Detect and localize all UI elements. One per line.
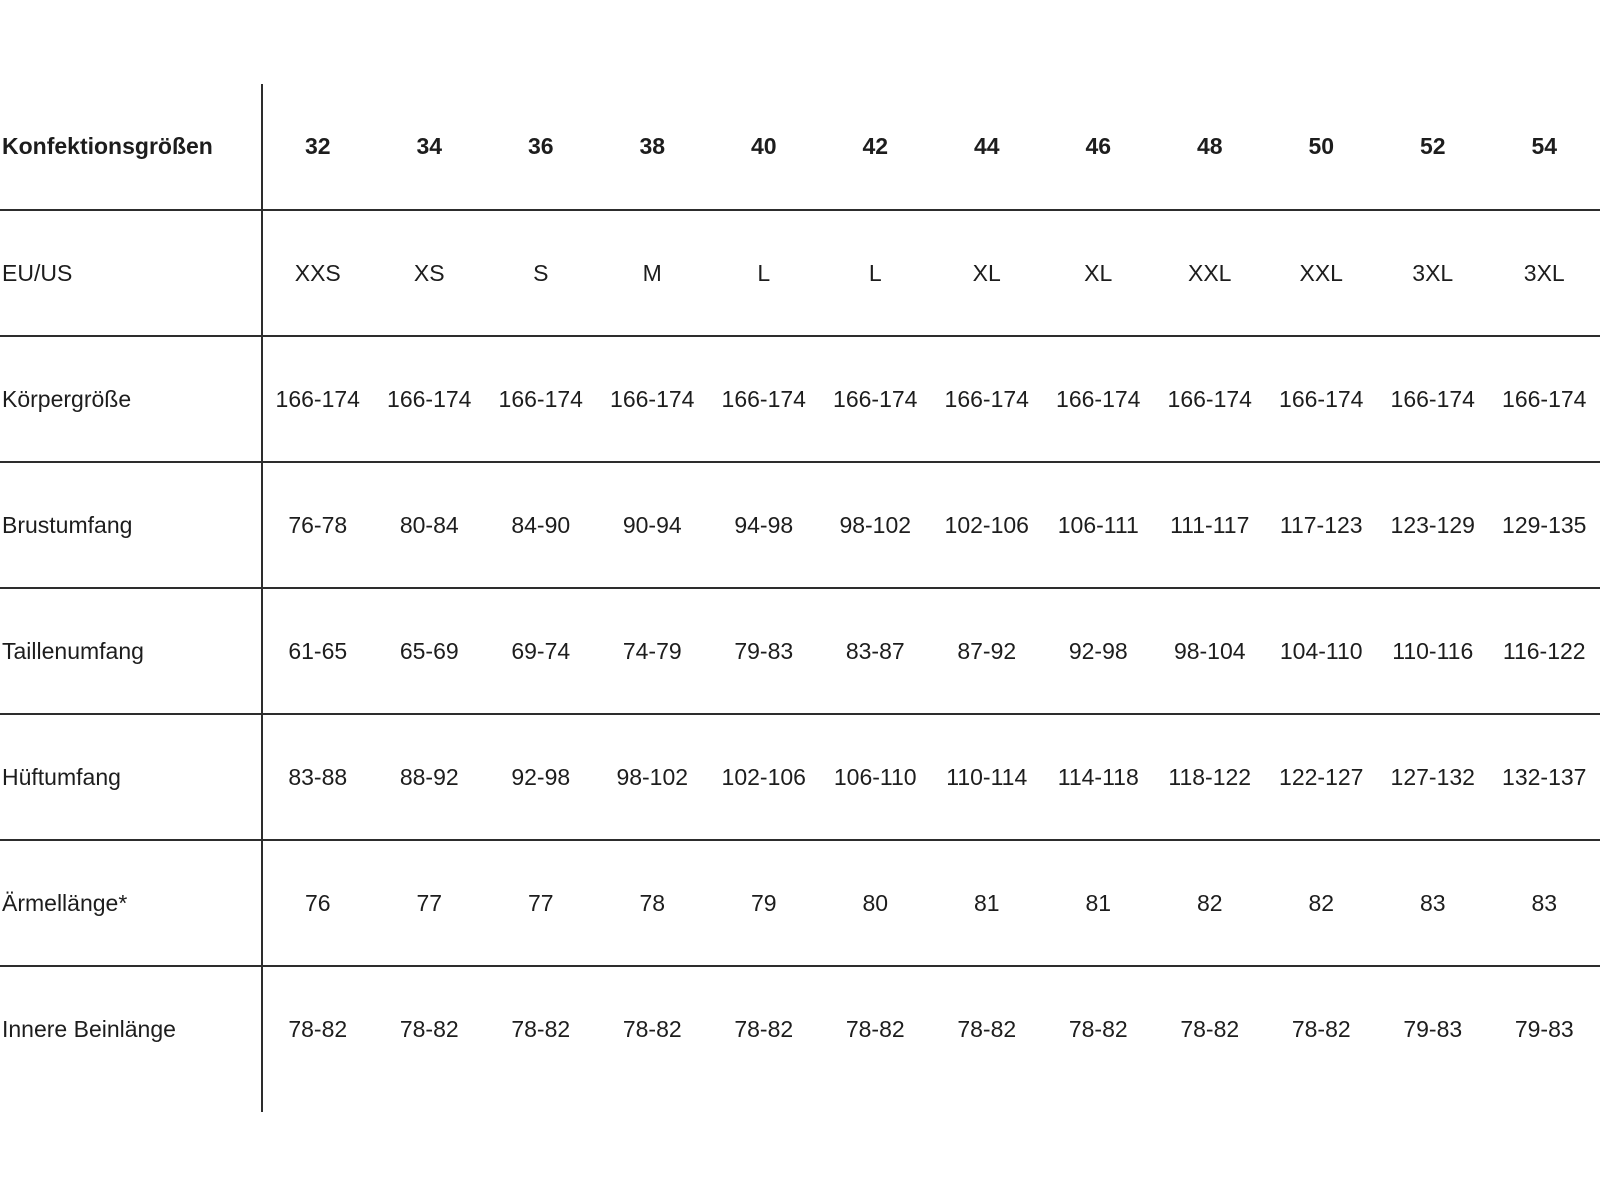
- value-cell: 78-82: [1068, 1016, 1128, 1042]
- value-cell: 98-102: [820, 462, 932, 588]
- value-cell: 78-82: [622, 1016, 682, 1042]
- value-cell: 83-88: [262, 714, 374, 840]
- size-header-cell: 36: [485, 84, 597, 210]
- value-cell: 166-174: [931, 336, 1043, 462]
- value-cell: 166-174: [262, 336, 374, 462]
- size-header-cell: 50: [1266, 84, 1378, 210]
- value-cell: 78-82: [1180, 1016, 1240, 1042]
- value-cell: 61-65: [262, 588, 374, 714]
- value-cell: 106-111: [1043, 462, 1155, 588]
- value-cell: 166-174: [485, 336, 597, 462]
- size-header-cell: 32: [262, 84, 374, 210]
- value-cell: 76-78: [262, 462, 374, 588]
- table-row: [0, 210, 1600, 336]
- value-cell: XXL: [1266, 210, 1378, 336]
- value-cell: 102-106: [708, 714, 820, 840]
- value-cell: 114-118: [1043, 714, 1155, 840]
- value-cell: 65-69: [374, 588, 486, 714]
- row-label: Ärmellänge*: [0, 840, 262, 966]
- value-cell: 78-82: [288, 1016, 348, 1042]
- value-cell: 83: [1377, 840, 1489, 966]
- value-cell: S: [485, 210, 597, 336]
- table-row: [0, 336, 1600, 462]
- value-cell: 123-129: [1377, 462, 1489, 588]
- value-cell: 110-114: [931, 714, 1043, 840]
- value-cell: XL: [1043, 210, 1155, 336]
- value-cell: 102-106: [931, 462, 1043, 588]
- table-row: [0, 462, 1600, 588]
- value-cell: 81: [931, 840, 1043, 966]
- value-cell: 132-137: [1489, 714, 1600, 840]
- value-cell: 166-174: [1043, 336, 1155, 462]
- value-cell: 92-98: [1043, 588, 1155, 714]
- size-header-cell: 40: [708, 84, 820, 210]
- value-cell: 3XL: [1489, 210, 1600, 336]
- value-cell: M: [597, 210, 709, 336]
- value-cell: 78-82: [511, 1016, 571, 1042]
- value-cell: 87-92: [931, 588, 1043, 714]
- value-cell: 166-174: [597, 336, 709, 462]
- size-header-cell: 54: [1489, 84, 1600, 210]
- value-cell: 81: [1043, 840, 1155, 966]
- value-cell: 78-82: [399, 1016, 459, 1042]
- value-cell: XL: [931, 210, 1043, 336]
- value-cell: L: [708, 210, 820, 336]
- value-cell: 106-110: [820, 714, 932, 840]
- value-cell: 166-174: [1154, 336, 1266, 462]
- value-cell: 166-174: [1489, 336, 1600, 462]
- value-cell: 92-98: [485, 714, 597, 840]
- value-cell: 94-98: [708, 462, 820, 588]
- value-cell: 166-174: [1377, 336, 1489, 462]
- value-cell: 98-104: [1154, 588, 1266, 714]
- value-cell: 78-82: [1291, 1016, 1351, 1042]
- value-cell: 116-122: [1489, 588, 1600, 714]
- row-label: Innere Beinlänge: [2, 1016, 176, 1042]
- value-cell: 84-90: [485, 462, 597, 588]
- value-cell: 166-174: [820, 336, 932, 462]
- value-cell: 118-122: [1154, 714, 1266, 840]
- value-cell: XXL: [1154, 210, 1266, 336]
- value-cell: 104-110: [1266, 588, 1378, 714]
- value-cell: 98-102: [597, 714, 709, 840]
- table-row: [0, 714, 1600, 840]
- value-cell: 166-174: [374, 336, 486, 462]
- size-header-cell: 46: [1043, 84, 1155, 210]
- value-cell: 166-174: [708, 336, 820, 462]
- size-header-cell: 44: [931, 84, 1043, 210]
- size-header-cell: 34: [374, 84, 486, 210]
- row-label: Taillenumfang: [0, 588, 262, 714]
- size-header-cell: 38: [597, 84, 709, 210]
- value-cell: 78-82: [845, 1016, 905, 1042]
- value-cell: 80: [820, 840, 932, 966]
- value-cell: 111-117: [1154, 462, 1266, 588]
- value-cell: L: [820, 210, 932, 336]
- value-cell: 129-135: [1489, 462, 1600, 588]
- value-cell: 117-123: [1266, 462, 1378, 588]
- value-cell: 83-87: [820, 588, 932, 714]
- row-label: Brustumfang: [0, 462, 262, 588]
- value-cell: 78: [597, 840, 709, 966]
- value-cell: XS: [374, 210, 486, 336]
- table-row: [0, 588, 1600, 714]
- size-header-cell: 42: [820, 84, 932, 210]
- value-cell: 83: [1489, 840, 1600, 966]
- value-cell: 79-83: [708, 588, 820, 714]
- value-cell: 127-132: [1377, 714, 1489, 840]
- value-cell: 82: [1154, 840, 1266, 966]
- value-cell: 78-82: [957, 1016, 1017, 1042]
- size-header-cell: 52: [1377, 84, 1489, 210]
- table-row: [0, 840, 1600, 966]
- value-cell: 80-84: [374, 462, 486, 588]
- value-cell: 166-174: [1266, 336, 1378, 462]
- value-cell: 69-74: [485, 588, 597, 714]
- table-row: [0, 966, 1600, 1092]
- value-cell: 79-83: [1403, 1016, 1463, 1042]
- value-cell: 77: [485, 840, 597, 966]
- value-cell: 88-92: [374, 714, 486, 840]
- value-cell: 90-94: [597, 462, 709, 588]
- value-cell: 76: [262, 840, 374, 966]
- table-title: Konfektionsgrößen: [0, 84, 262, 210]
- value-cell: 110-116: [1377, 588, 1489, 714]
- value-cell: 74-79: [597, 588, 709, 714]
- row-label: Körpergröße: [0, 336, 262, 462]
- row-label: Hüftumfang: [0, 714, 262, 840]
- value-cell: 79-83: [1514, 1016, 1574, 1042]
- value-cell: 79: [708, 840, 820, 966]
- table-header-row: [0, 84, 1600, 210]
- value-cell: 77: [374, 840, 486, 966]
- value-cell: 82: [1266, 840, 1378, 966]
- row-label: EU/US: [0, 210, 262, 336]
- size-table: [0, 84, 1600, 1092]
- size-header-cell: 48: [1154, 84, 1266, 210]
- value-cell: 78-82: [734, 1016, 794, 1042]
- value-cell: XXS: [262, 210, 374, 336]
- value-cell: 122-127: [1266, 714, 1378, 840]
- value-cell: 3XL: [1377, 210, 1489, 336]
